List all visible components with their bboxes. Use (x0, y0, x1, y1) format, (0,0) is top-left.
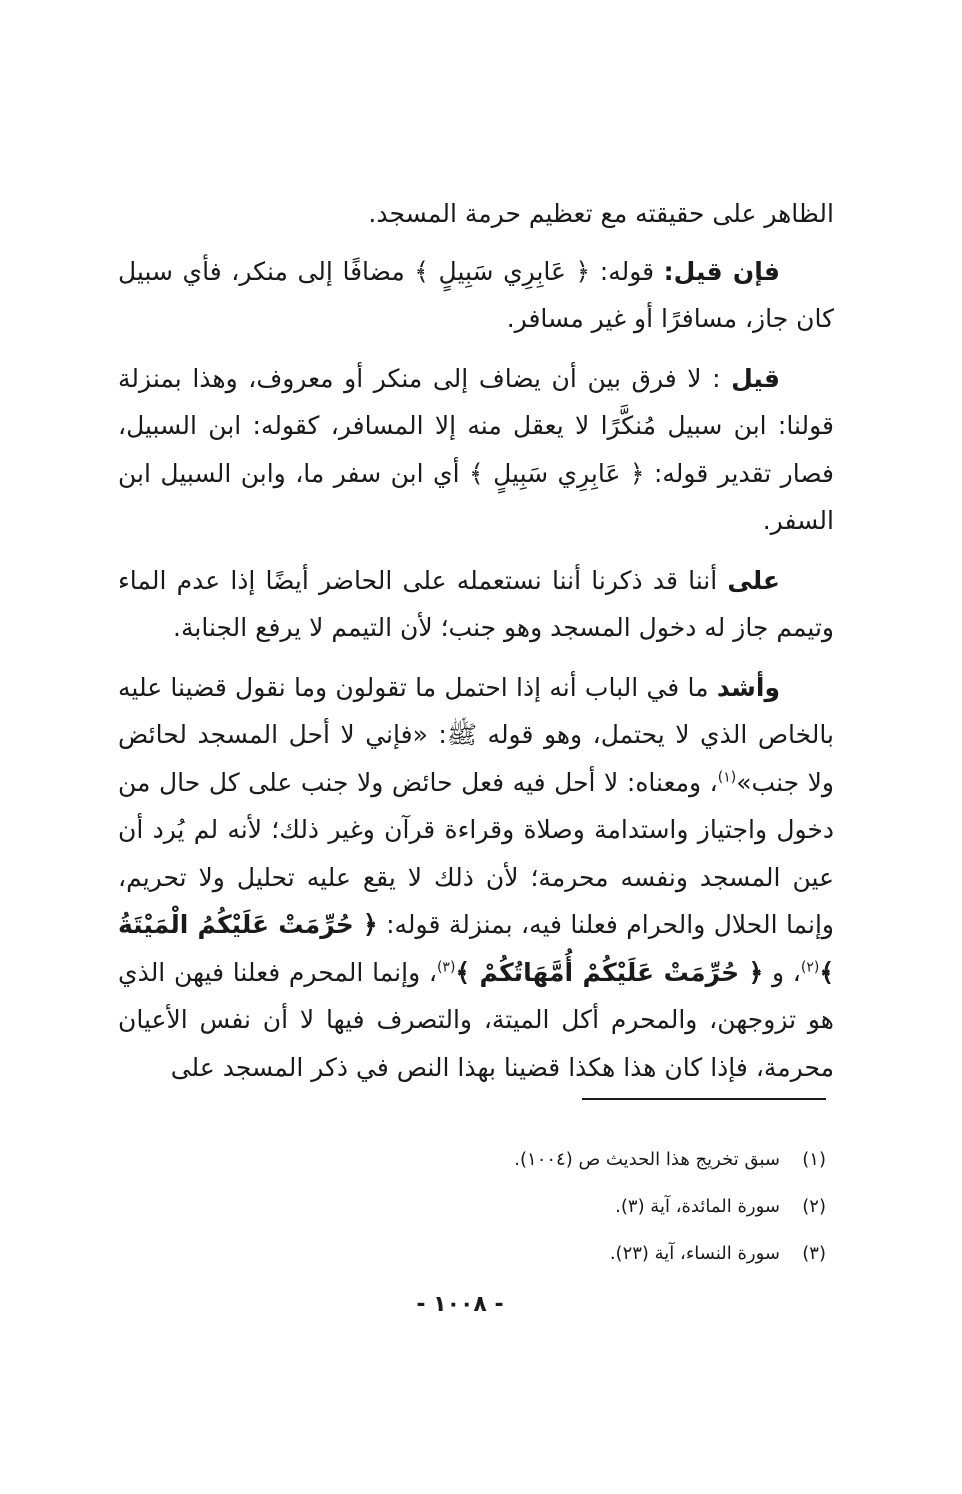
paragraph-text: قوله: ﴿ عَابِرِي سَبِيلٍ ﴾ مضافًا إلى منكر، فأي سبيل كان جاز، مسافرًا أو غير مسافر. (118, 256, 834, 333)
footnote-number: (١) (802, 1149, 826, 1170)
footnote-divider (582, 1098, 826, 1100)
quran-verse: ﴿ حُرِّمَتْ عَلَيْكُمْ أُمَّهَاتُكُمْ ﴾ (455, 957, 764, 987)
footnote-item (300, 1197, 826, 1217)
paragraph-text: أننا قد ذكرنا أننا نستعمله على الحاضر أيضًا إذا عدم الماء وتيمم جاز له دخول المسجد وهو جنب؛ لأن التيمم لا يرفع الجنابة. (118, 565, 834, 642)
quran-verse: ﴿ حُرِّمَتْ عَلَيْكُمُ الْمَيْتَةُ ﴾ (118, 910, 834, 987)
footnote-text: سورة المائدة، آية (٣). (615, 1196, 780, 1217)
footnote-text: سورة النساء، آية (٢٣). (609, 1243, 780, 1264)
footnotes (300, 1150, 826, 1291)
main-text (118, 190, 834, 1103)
paragraph-argument (118, 664, 834, 1092)
paragraph-text: ، ومعناه: لا أحل فيه فعل حائض ولا جنب على كل حال من دخول واجتياز واستدامة وصلاة وقراءة قرآن وغير ذلك؛ لأنه لم يُرد أن عين المسجد ونفسه محرمة؛ لأن ذلك لا يقع عليه تحليل ولا تحريم، وإنما الحلال والحرام فعلنا فيه، بمنزلة قوله: (118, 767, 834, 939)
paragraph-text: : لا فرق بين أن يضاف إلى منكر أو معروف، وهذا بمنزلة قولنا: ابن سبيل مُنكَّرًا لا يعقل منه إلا المسافر، كقوله: ابن السبيل، فصار تقدير قوله: ﴿ عَابِرِي سَبِيلٍ ﴾ أي ابن سفر ما، وابن السبيل ابن السفر. (118, 363, 834, 535)
paragraph-additional (118, 557, 834, 652)
page-number: - ١٠٠٨ - (416, 1292, 504, 1317)
paragraph-lead: قيل (731, 363, 780, 393)
paragraph-lead: فإن قيل: (663, 256, 780, 286)
paragraph-text: ، وإنما المحرم فعلنا فيهن الذي هو تزوجهن، والمحرم أكل الميتة، والتصرف فيها لا أن نفس الأعيان محرمة، فإذا كان هذا هكذا قضينا بهذا النص في ذكر المسجد على (118, 957, 834, 1082)
paragraph-text: ، و (763, 957, 801, 987)
paragraph-text: الظاهر على حقيقته مع تعظيم حرمة المسجد. (368, 199, 834, 228)
footnote-number: (٣) (802, 1243, 826, 1264)
paragraph-lead: وأشد (716, 672, 780, 702)
paragraph-continuation (118, 190, 834, 238)
footnote-item (300, 1244, 826, 1264)
footnote-number: (٢) (802, 1196, 826, 1217)
paragraph-text: ما في الباب أنه إذا احتمل ما تقولون وما نقول قضينا عليه بالخاص الذي لا يحتمل، وهو قوله ﷺ: «فإني لا أحل المسجد لحائض ولا جنب» (118, 672, 834, 797)
footnote-ref-2[interactable]: (٢) (800, 959, 820, 976)
footnote-item (300, 1150, 826, 1170)
footnote-ref-3[interactable]: (٣) (436, 959, 456, 976)
paragraph-lead: على (727, 565, 780, 595)
footnote-ref-1[interactable]: (١) (717, 769, 737, 786)
paragraph-reply (118, 355, 834, 545)
footnote-text: سبق تخريج هذا الحديث ص (١٠٠٤). (514, 1149, 780, 1170)
paragraph-objection (118, 248, 834, 343)
